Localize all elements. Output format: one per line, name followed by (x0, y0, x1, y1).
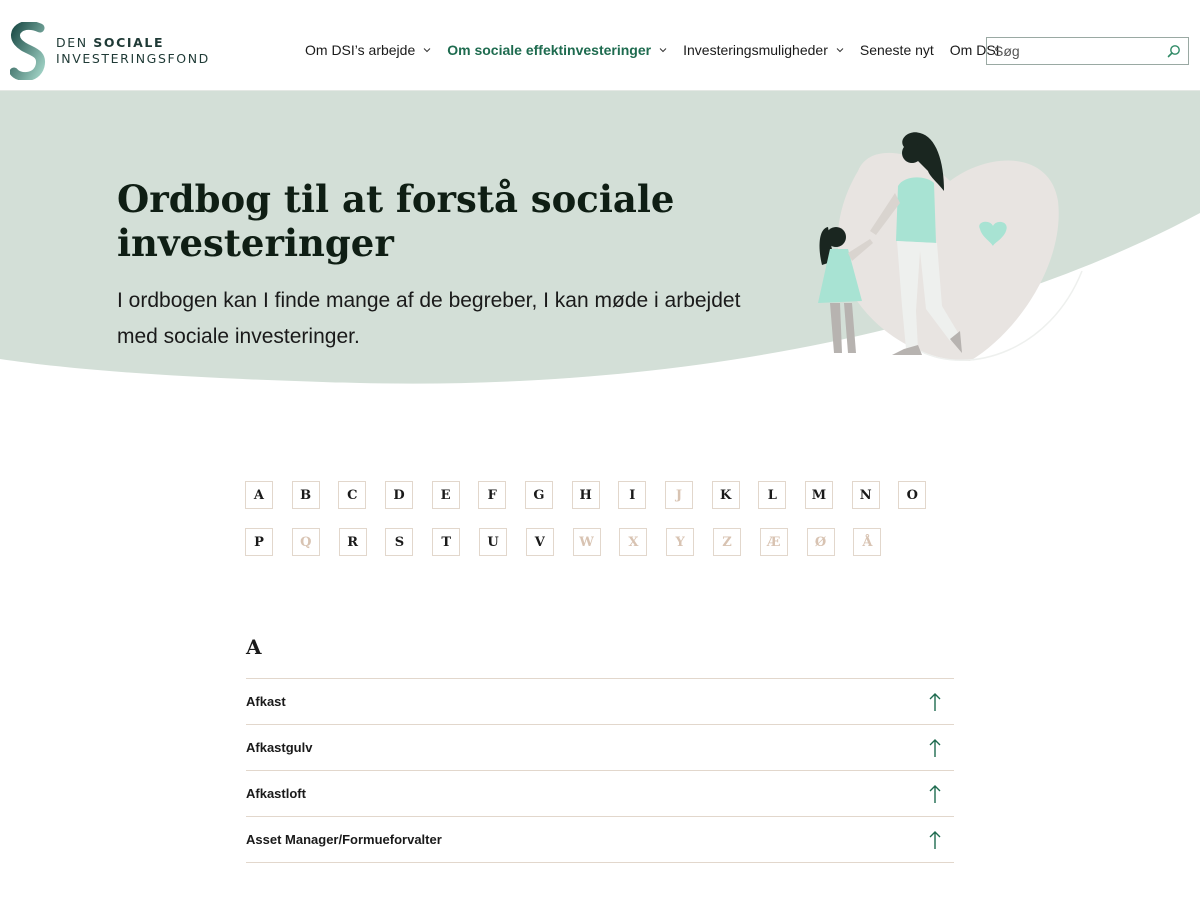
letter-t[interactable]: T (432, 528, 460, 556)
letter-g[interactable]: G (525, 481, 553, 509)
letter-q: Q (292, 528, 320, 556)
search-input[interactable] (987, 42, 1166, 60)
letter-y: Y (666, 528, 694, 556)
search-icon[interactable] (1167, 44, 1181, 58)
letter-u[interactable]: U (479, 528, 507, 556)
glossary-term: Afkastloft (246, 786, 306, 801)
page-intro: I ordbogen kan I finde mange af de begreber, I kan møde i arbejdet med sociale investeringer. (117, 289, 741, 348)
letter-o[interactable]: O (898, 481, 926, 509)
nav-om-sociale-effektinvesteringer[interactable] (447, 42, 667, 58)
letter-a[interactable]: A (245, 481, 273, 509)
letter-æ: Æ (760, 528, 788, 556)
glossary-item[interactable] (246, 679, 954, 725)
glossary-list (246, 678, 954, 863)
letter-v[interactable]: V (526, 528, 554, 556)
hero-banner (0, 91, 1200, 391)
glossary-item[interactable] (246, 817, 954, 863)
letter-f[interactable]: F (478, 481, 506, 509)
letter-p[interactable]: P (245, 528, 273, 556)
letter-l[interactable]: L (758, 481, 786, 509)
glossary-item[interactable] (246, 725, 954, 771)
nav-investeringsmuligheder[interactable] (683, 42, 844, 58)
logo-word-sociale: SOCIALE (93, 35, 165, 50)
letter-d[interactable]: D (385, 481, 413, 509)
letter-å: Å (853, 528, 881, 556)
site-header (0, 0, 1200, 91)
logo-word-den: DEN (56, 35, 88, 50)
logo-mark-icon (10, 22, 46, 80)
nav-om-dsis-arbejde[interactable] (305, 42, 431, 58)
nav-seneste-nyt[interactable] (860, 42, 934, 58)
nav-label: Om DSI’s arbejde (305, 42, 416, 58)
letter-e[interactable]: E (432, 481, 460, 509)
letter-s[interactable]: S (385, 528, 413, 556)
letter-x: X (619, 528, 647, 556)
letter-m[interactable]: M (805, 481, 833, 509)
letter-ø: Ø (807, 528, 835, 556)
logo-word-investeringsfond: INVESTERINGSFOND (56, 51, 210, 66)
letter-k[interactable]: K (712, 481, 740, 509)
letter-n[interactable]: N (852, 481, 880, 509)
glossary-term: Asset Manager/Formueforvalter (246, 832, 442, 847)
search-box (986, 37, 1189, 65)
letter-i[interactable]: I (618, 481, 646, 509)
nav-label: Investeringsmuligheder (683, 42, 828, 58)
nav-label: Seneste nyt (859, 42, 934, 58)
alphabet-row (245, 528, 945, 556)
page-title: Ordbog til at forstå sociale investeringer (117, 177, 675, 265)
arrow-up-icon[interactable] (928, 784, 942, 804)
letter-c[interactable]: C (338, 481, 366, 509)
nav-label: Om sociale effektinvesteringer (447, 42, 652, 58)
letter-z: Z (713, 528, 741, 556)
logo-text (56, 35, 210, 67)
mother-daughter-illustration (800, 131, 1090, 371)
logo[interactable] (10, 20, 230, 82)
arrow-up-icon[interactable] (928, 830, 942, 850)
chevron-down-icon (836, 46, 844, 54)
letter-b[interactable]: B (292, 481, 320, 509)
letter-h[interactable]: H (572, 481, 600, 509)
alphabet-index (245, 481, 945, 575)
arrow-up-icon[interactable] (928, 692, 942, 712)
chevron-down-icon (423, 46, 431, 54)
nav-label: Om DSI (949, 42, 1000, 58)
alphabet-row (245, 481, 945, 509)
letter-r[interactable]: R (339, 528, 367, 556)
main-nav (305, 42, 1016, 58)
letter-j: J (665, 481, 693, 509)
arrow-up-icon[interactable] (928, 738, 942, 758)
glossary-term: Afkastgulv (246, 740, 313, 755)
section-letter-heading: A (246, 635, 262, 659)
chevron-down-icon (659, 46, 667, 54)
letter-w: W (573, 528, 601, 556)
glossary-item[interactable] (246, 771, 954, 817)
glossary-term: Afkast (246, 694, 286, 709)
